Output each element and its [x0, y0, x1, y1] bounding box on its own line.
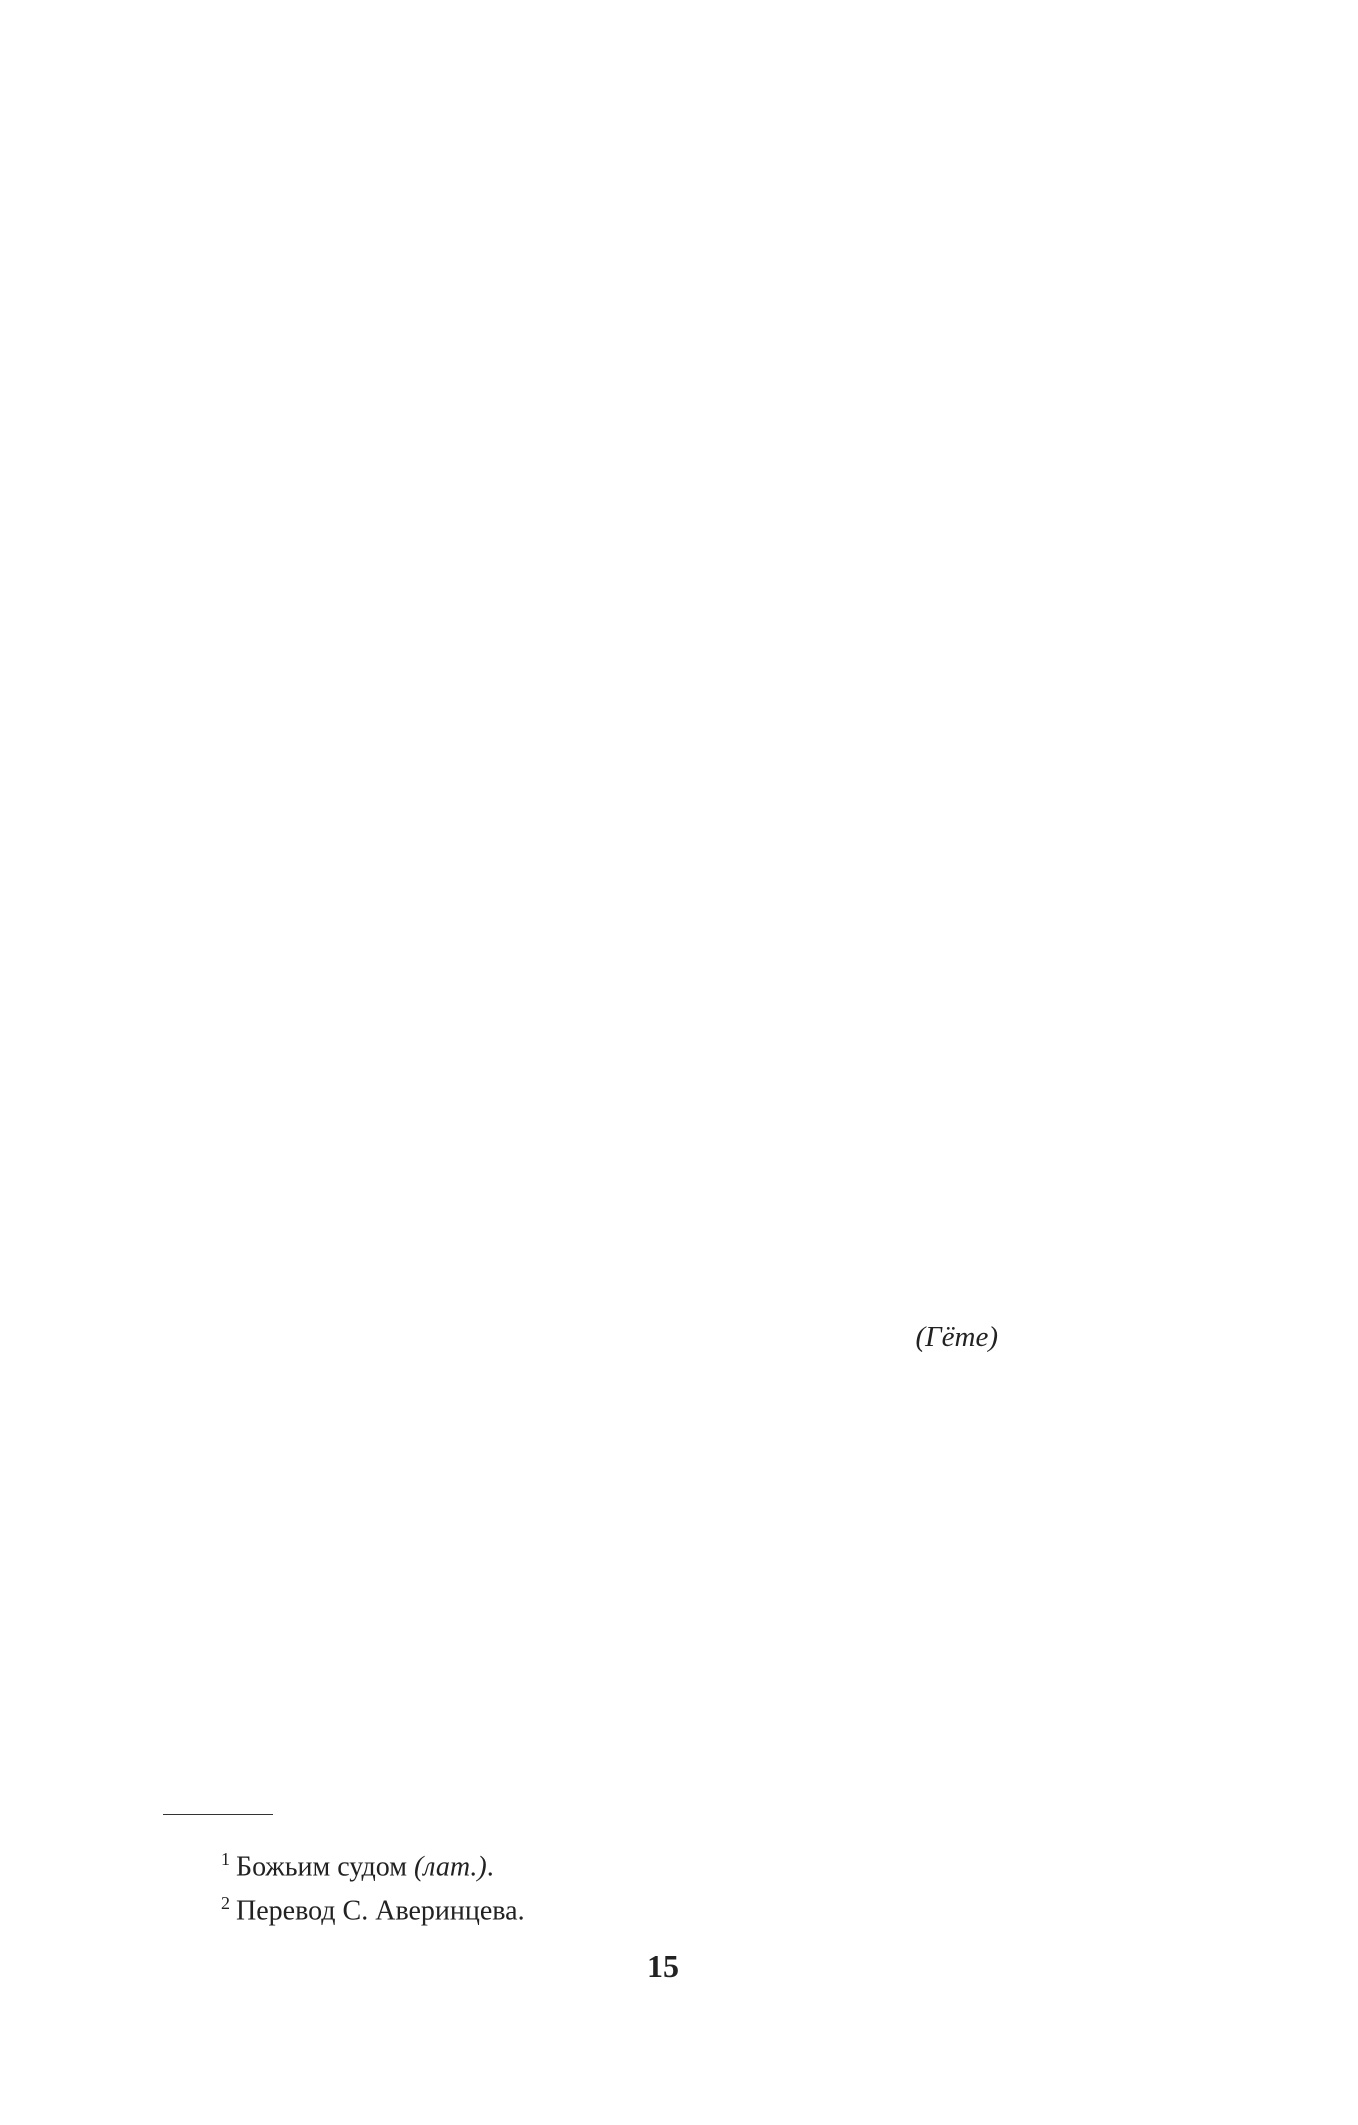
page-number: 15: [647, 1948, 679, 1984]
text-line: [163, 1419, 1163, 1468]
text-line: [163, 506, 1163, 555]
verse-line: [375, 1277, 1163, 1317]
verse-line: [375, 1037, 1163, 1077]
text-line: [163, 749, 1163, 798]
paragraph-2: [163, 1419, 1163, 1759]
text-line: [163, 555, 1163, 604]
footnote-text: Перевод С. Аверинцева.: [236, 1895, 525, 1927]
text-line: [163, 167, 1163, 216]
text-line: [163, 312, 1163, 361]
verse-line: [375, 1077, 1163, 1117]
text-line: [163, 652, 1163, 701]
text-line: [163, 1613, 1163, 1662]
footnote-tail: .: [486, 1851, 494, 1883]
paragraph-1-text: [163, 118, 1163, 943]
verse-line: [375, 1197, 1163, 1237]
verse-line: [375, 1237, 1163, 1277]
verse-attribution: (Гёте): [915, 1320, 998, 1353]
verse-line: [375, 1117, 1163, 1157]
text-line: [163, 797, 1163, 846]
text-line: [163, 1661, 1163, 1710]
paragraph-2-text: [163, 1419, 1163, 1759]
verse-quote: [163, 997, 1163, 1357]
footnote-2: [163, 1885, 1163, 1929]
footnote-mark: 1: [221, 1849, 230, 1869]
footnote-1: [163, 1841, 1163, 1885]
footnote-text: Божьим судом: [236, 1851, 414, 1883]
book-page: [163, 118, 1163, 2078]
footnote-mark: 2: [221, 1893, 230, 1914]
verse-line: [375, 1157, 1163, 1197]
text-line: [163, 700, 1163, 749]
text-line: [163, 264, 1163, 313]
text-line: [163, 215, 1163, 264]
text-line: [163, 1516, 1163, 1565]
text-line: [163, 1564, 1163, 1613]
footnote-divider: [163, 1814, 273, 1815]
text-line: [163, 361, 1163, 410]
text-line: [163, 118, 1163, 167]
text-line: [163, 603, 1163, 652]
text-line: [163, 458, 1163, 507]
verse-line: [375, 997, 1163, 1037]
text-line: [163, 1467, 1163, 1516]
paragraph-1: [163, 118, 1163, 943]
footnote-italic: (лат.): [413, 1851, 487, 1883]
text-line: [163, 409, 1163, 458]
text-line: [163, 894, 1163, 943]
footnotes: [163, 1841, 1163, 1930]
text-line: [163, 846, 1163, 895]
text-line: [163, 1710, 1163, 1759]
